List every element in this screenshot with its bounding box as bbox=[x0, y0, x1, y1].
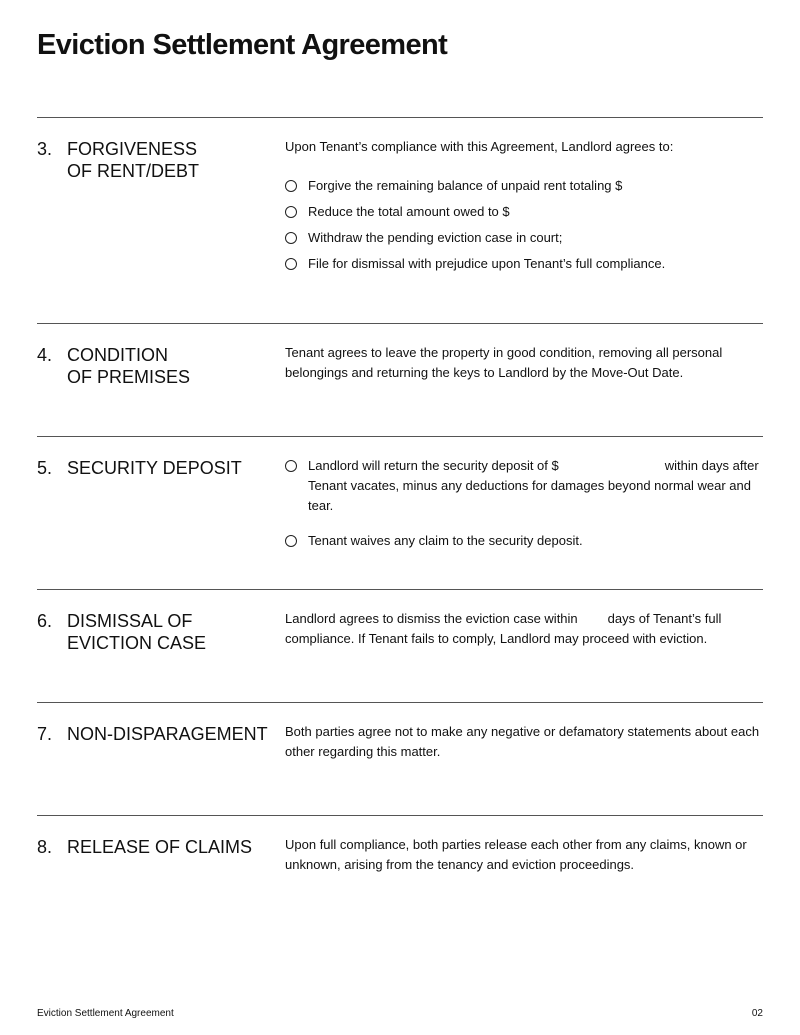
section-label bbox=[67, 344, 277, 388]
section-text: Both parties agree not to make any negative or defamatory statements about each other regarding this matter. bbox=[285, 724, 760, 759]
section-label bbox=[67, 610, 277, 654]
section-body bbox=[285, 722, 765, 762]
radio-icon[interactable] bbox=[285, 535, 297, 547]
section-label: SECURITY DEPOSIT bbox=[67, 458, 242, 478]
radio-icon[interactable] bbox=[285, 460, 297, 472]
section-body bbox=[285, 609, 765, 649]
section-label bbox=[67, 138, 277, 182]
footer-document-name: Eviction Settlement Agreement bbox=[37, 1008, 174, 1019]
option-reduce-amount[interactable] bbox=[285, 202, 765, 222]
section-number: 7. bbox=[37, 724, 53, 744]
section-heading bbox=[37, 610, 277, 654]
section-number: 4. bbox=[37, 345, 53, 365]
option-return-deposit[interactable] bbox=[285, 456, 765, 516]
radio-icon[interactable] bbox=[285, 206, 297, 218]
radio-icon[interactable] bbox=[285, 258, 297, 270]
section-body bbox=[285, 456, 765, 557]
radio-icon[interactable] bbox=[285, 180, 297, 192]
option-waive-deposit[interactable] bbox=[285, 531, 765, 551]
section-dismissal bbox=[37, 589, 763, 653]
option-label bbox=[308, 456, 765, 516]
section-label-line1: DISMISSAL OF bbox=[67, 611, 193, 631]
section-number: 5. bbox=[37, 458, 53, 478]
radio-icon[interactable] bbox=[285, 232, 297, 244]
section-text: Tenant agrees to leave the property in good condition, removing all personal belongings and returning the keys to Landlord by the Move-Out Date. bbox=[285, 345, 723, 380]
section-label: RELEASE OF CLAIMS bbox=[67, 837, 253, 857]
section-text-part1: Landlord agrees to dismiss the eviction case within bbox=[285, 611, 578, 626]
section-intro: Upon Tenant’s compliance with this Agreement, Landlord agrees to: bbox=[285, 139, 674, 154]
section-text bbox=[285, 609, 765, 649]
option-label: Forgive the remaining balance of unpaid rent totaling $ bbox=[308, 178, 623, 193]
section-heading bbox=[37, 457, 277, 479]
section-body bbox=[285, 137, 765, 280]
section-label-line1: CONDITION bbox=[67, 345, 168, 365]
section-number: 8. bbox=[37, 837, 53, 857]
option-label: Tenant waives any claim to the security deposit. bbox=[308, 533, 583, 548]
option-label: Reduce the total amount owed to $ bbox=[308, 204, 510, 219]
section-number: 6. bbox=[37, 611, 53, 631]
section-release-of-claims bbox=[37, 815, 763, 872]
section-text-part2: days of Tenant’s full compliance. If Tenant fails to comply, Landlord may proceed with eviction. bbox=[285, 611, 722, 646]
section-heading bbox=[37, 138, 277, 182]
option-text-part1: Landlord will return the security deposit of $ bbox=[308, 458, 559, 473]
option-text-part2: within days after Tenant vacates, minus any deductions for damages beyond normal wear and tear. bbox=[308, 458, 759, 513]
section-body bbox=[285, 343, 765, 383]
section-label-line2: OF PREMISES bbox=[67, 367, 191, 387]
section-forgiveness bbox=[37, 117, 763, 271]
section-heading bbox=[37, 344, 277, 388]
section-security-deposit bbox=[37, 436, 763, 548]
section-label-line1: FORGIVENESS bbox=[67, 139, 198, 159]
option-forgive-balance[interactable] bbox=[285, 176, 765, 196]
option-file-dismissal[interactable] bbox=[285, 254, 765, 274]
option-withdraw-case[interactable] bbox=[285, 228, 765, 248]
section-label: NON-DISPARAGEMENT bbox=[67, 724, 268, 744]
section-heading bbox=[37, 836, 277, 858]
section-text: Upon full compliance, both parties release each other from any claims, known or unknown, arising from the tenancy and eviction proceedings. bbox=[285, 837, 747, 872]
page-title: Eviction Settlement Agreement bbox=[37, 29, 448, 61]
section-condition bbox=[37, 323, 763, 387]
section-number: 3. bbox=[37, 139, 53, 159]
footer-page-number: 02 bbox=[751, 1008, 763, 1019]
section-label-line2: EVICTION CASE bbox=[67, 633, 207, 653]
forgiveness-options bbox=[285, 176, 765, 274]
option-label: File for dismissal with prejudice upon Tenant’s full compliance. bbox=[308, 256, 666, 271]
section-label-line2: OF RENT/DEBT bbox=[67, 161, 200, 181]
section-non-disparagement bbox=[37, 702, 763, 759]
option-label: Withdraw the pending eviction case in court; bbox=[308, 230, 563, 245]
section-body bbox=[285, 835, 765, 875]
section-heading bbox=[37, 723, 277, 745]
